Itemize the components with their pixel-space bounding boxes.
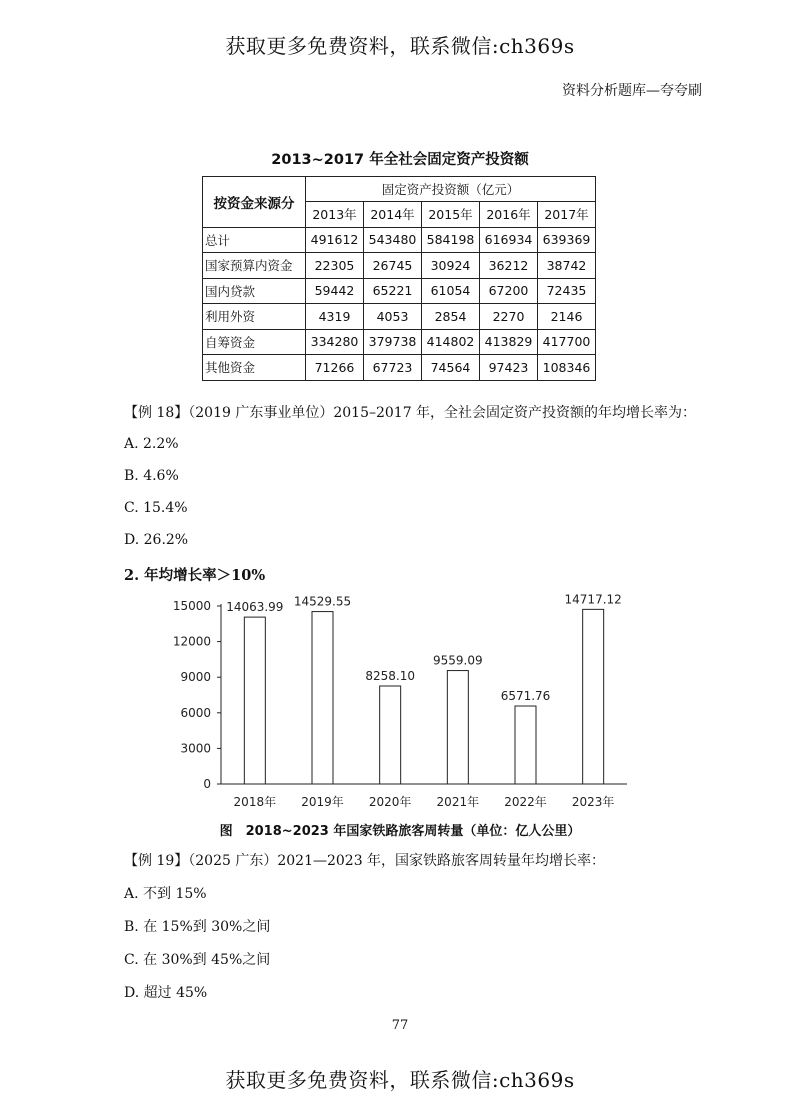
y-tick-label: 15000 [172,599,211,613]
table-cell: 2146 [538,304,596,330]
x-tick-label: 2022年 [504,795,547,809]
table-cell: 97423 [480,355,538,381]
table-row [203,278,596,304]
table-title: 2013~2017 年全社会固定资产投资额 [271,152,529,168]
row-label: 国内贷款 [203,278,306,304]
question-18-option-a: A. 2.2% [124,436,179,452]
chart-caption: 图 2018~2023 年国家铁路旅客周转量（单位：亿人公里） [219,824,581,839]
chart-marks [226,592,622,809]
y-tick-label: 3000 [180,741,211,756]
table-cell: 38742 [538,253,596,279]
group-header: 固定资产投资额（亿元） [306,177,596,202]
x-tick-label: 2021年 [436,795,480,809]
table-cell: 639369 [538,227,596,253]
bar [583,609,604,784]
table-cell: 417700 [538,329,596,355]
table-cell: 26745 [364,253,422,279]
table-cell: 413829 [480,329,538,355]
table-cell: 2854 [422,304,480,330]
table-row [203,304,596,330]
page-number: 77 [391,1018,409,1033]
bar-value-label: 14529.55 [293,594,352,609]
x-tick-label: 2020年 [368,795,412,809]
table-cell: 2270 [480,304,538,330]
table-cell: 108346 [538,355,596,381]
section-heading: 2. 年均增长率＞10% [124,567,266,584]
table-cell: 30924 [422,253,480,279]
question-19-stem: 【例 19】（2025 广东）2021—2023 年，国家铁路旅客周转量年均增长率： [124,853,606,869]
x-tick-label: 2023年 [571,795,615,809]
table-row [203,227,596,253]
row-label: 总计 [203,227,306,253]
table-cell: 22305 [306,253,364,279]
year-header: 2017年 [538,202,596,228]
railway-passenger-chart [150,588,650,816]
question-19-option-d: D. 超过 45% [124,985,208,1001]
x-tick-label: 2019年 [301,795,344,809]
table-cell: 4053 [364,304,422,330]
table-cell: 74564 [422,355,480,381]
row-label: 自筹资金 [203,329,306,355]
bar-value-label: 6571.76 [500,689,551,704]
row-label: 国家预算内资金 [203,253,306,279]
table-cell: 616934 [480,227,538,253]
row-header: 按资金来源分 [203,177,306,228]
bar [244,617,265,784]
question-19-option-c: C. 在 30%到 45%之间 [124,952,271,968]
question-19-option-b: B. 在 15%到 30%之间 [124,919,271,935]
table-cell: 72435 [538,278,596,304]
question-18-stem: 【例 18】（2019 广东事业单位）2015–2017 年，全社会固定资产投资额的年均增长率为： [124,405,697,421]
y-tick-label: 12000 [172,634,211,649]
y-tick-label: 6000 [180,705,211,720]
year-header: 2015年 [422,202,480,228]
table-cell: 4319 [306,304,364,330]
table-cell: 584198 [422,227,480,253]
question-18-option-c: C. 15.4% [124,500,188,516]
table-cell: 61054 [422,278,480,304]
bar [515,706,536,784]
bar [312,612,333,784]
table-cell: 59442 [306,278,364,304]
x-tick-label: 2018年 [233,795,277,809]
table-cell: 543480 [364,227,422,253]
row-label: 其他资金 [203,355,306,381]
bar-value-label: 9559.09 [433,653,483,668]
watermark-bottom: 获取更多免费资料，联系微信:ch369s [225,1068,575,1092]
year-header: 2013年 [306,202,364,228]
y-tick-label: 0 [203,777,211,791]
table-cell: 36212 [480,253,538,279]
bar-value-label: 8258.10 [365,669,415,684]
running-head: 资料分析题库—夸夸刷 [562,83,702,99]
table-row [203,329,596,355]
investment-table [202,176,596,381]
watermark-top: 获取更多免费资料，联系微信:ch369s [225,34,575,58]
table-cell: 67723 [364,355,422,381]
bar [447,671,468,784]
table-cell: 334280 [306,329,364,355]
y-tick-label: 9000 [180,670,211,685]
table-row [203,355,596,381]
table-cell: 491612 [306,227,364,253]
bar-value-label: 14717.12 [564,592,622,607]
year-header: 2016年 [480,202,538,228]
question-18-option-b: B. 4.6% [124,468,179,484]
row-label: 利用外资 [203,304,306,330]
table-cell: 65221 [364,278,422,304]
question-19-option-a: A. 不到 15% [124,886,207,902]
table-cell: 67200 [480,278,538,304]
table-row [203,253,596,279]
bar [380,686,401,784]
table-cell: 71266 [306,355,364,381]
year-header: 2014年 [364,202,422,228]
table-cell: 379738 [364,329,422,355]
table-cell: 414802 [422,329,480,355]
question-18-option-d: D. 26.2% [124,532,189,548]
bar-value-label: 14063.99 [226,600,284,615]
